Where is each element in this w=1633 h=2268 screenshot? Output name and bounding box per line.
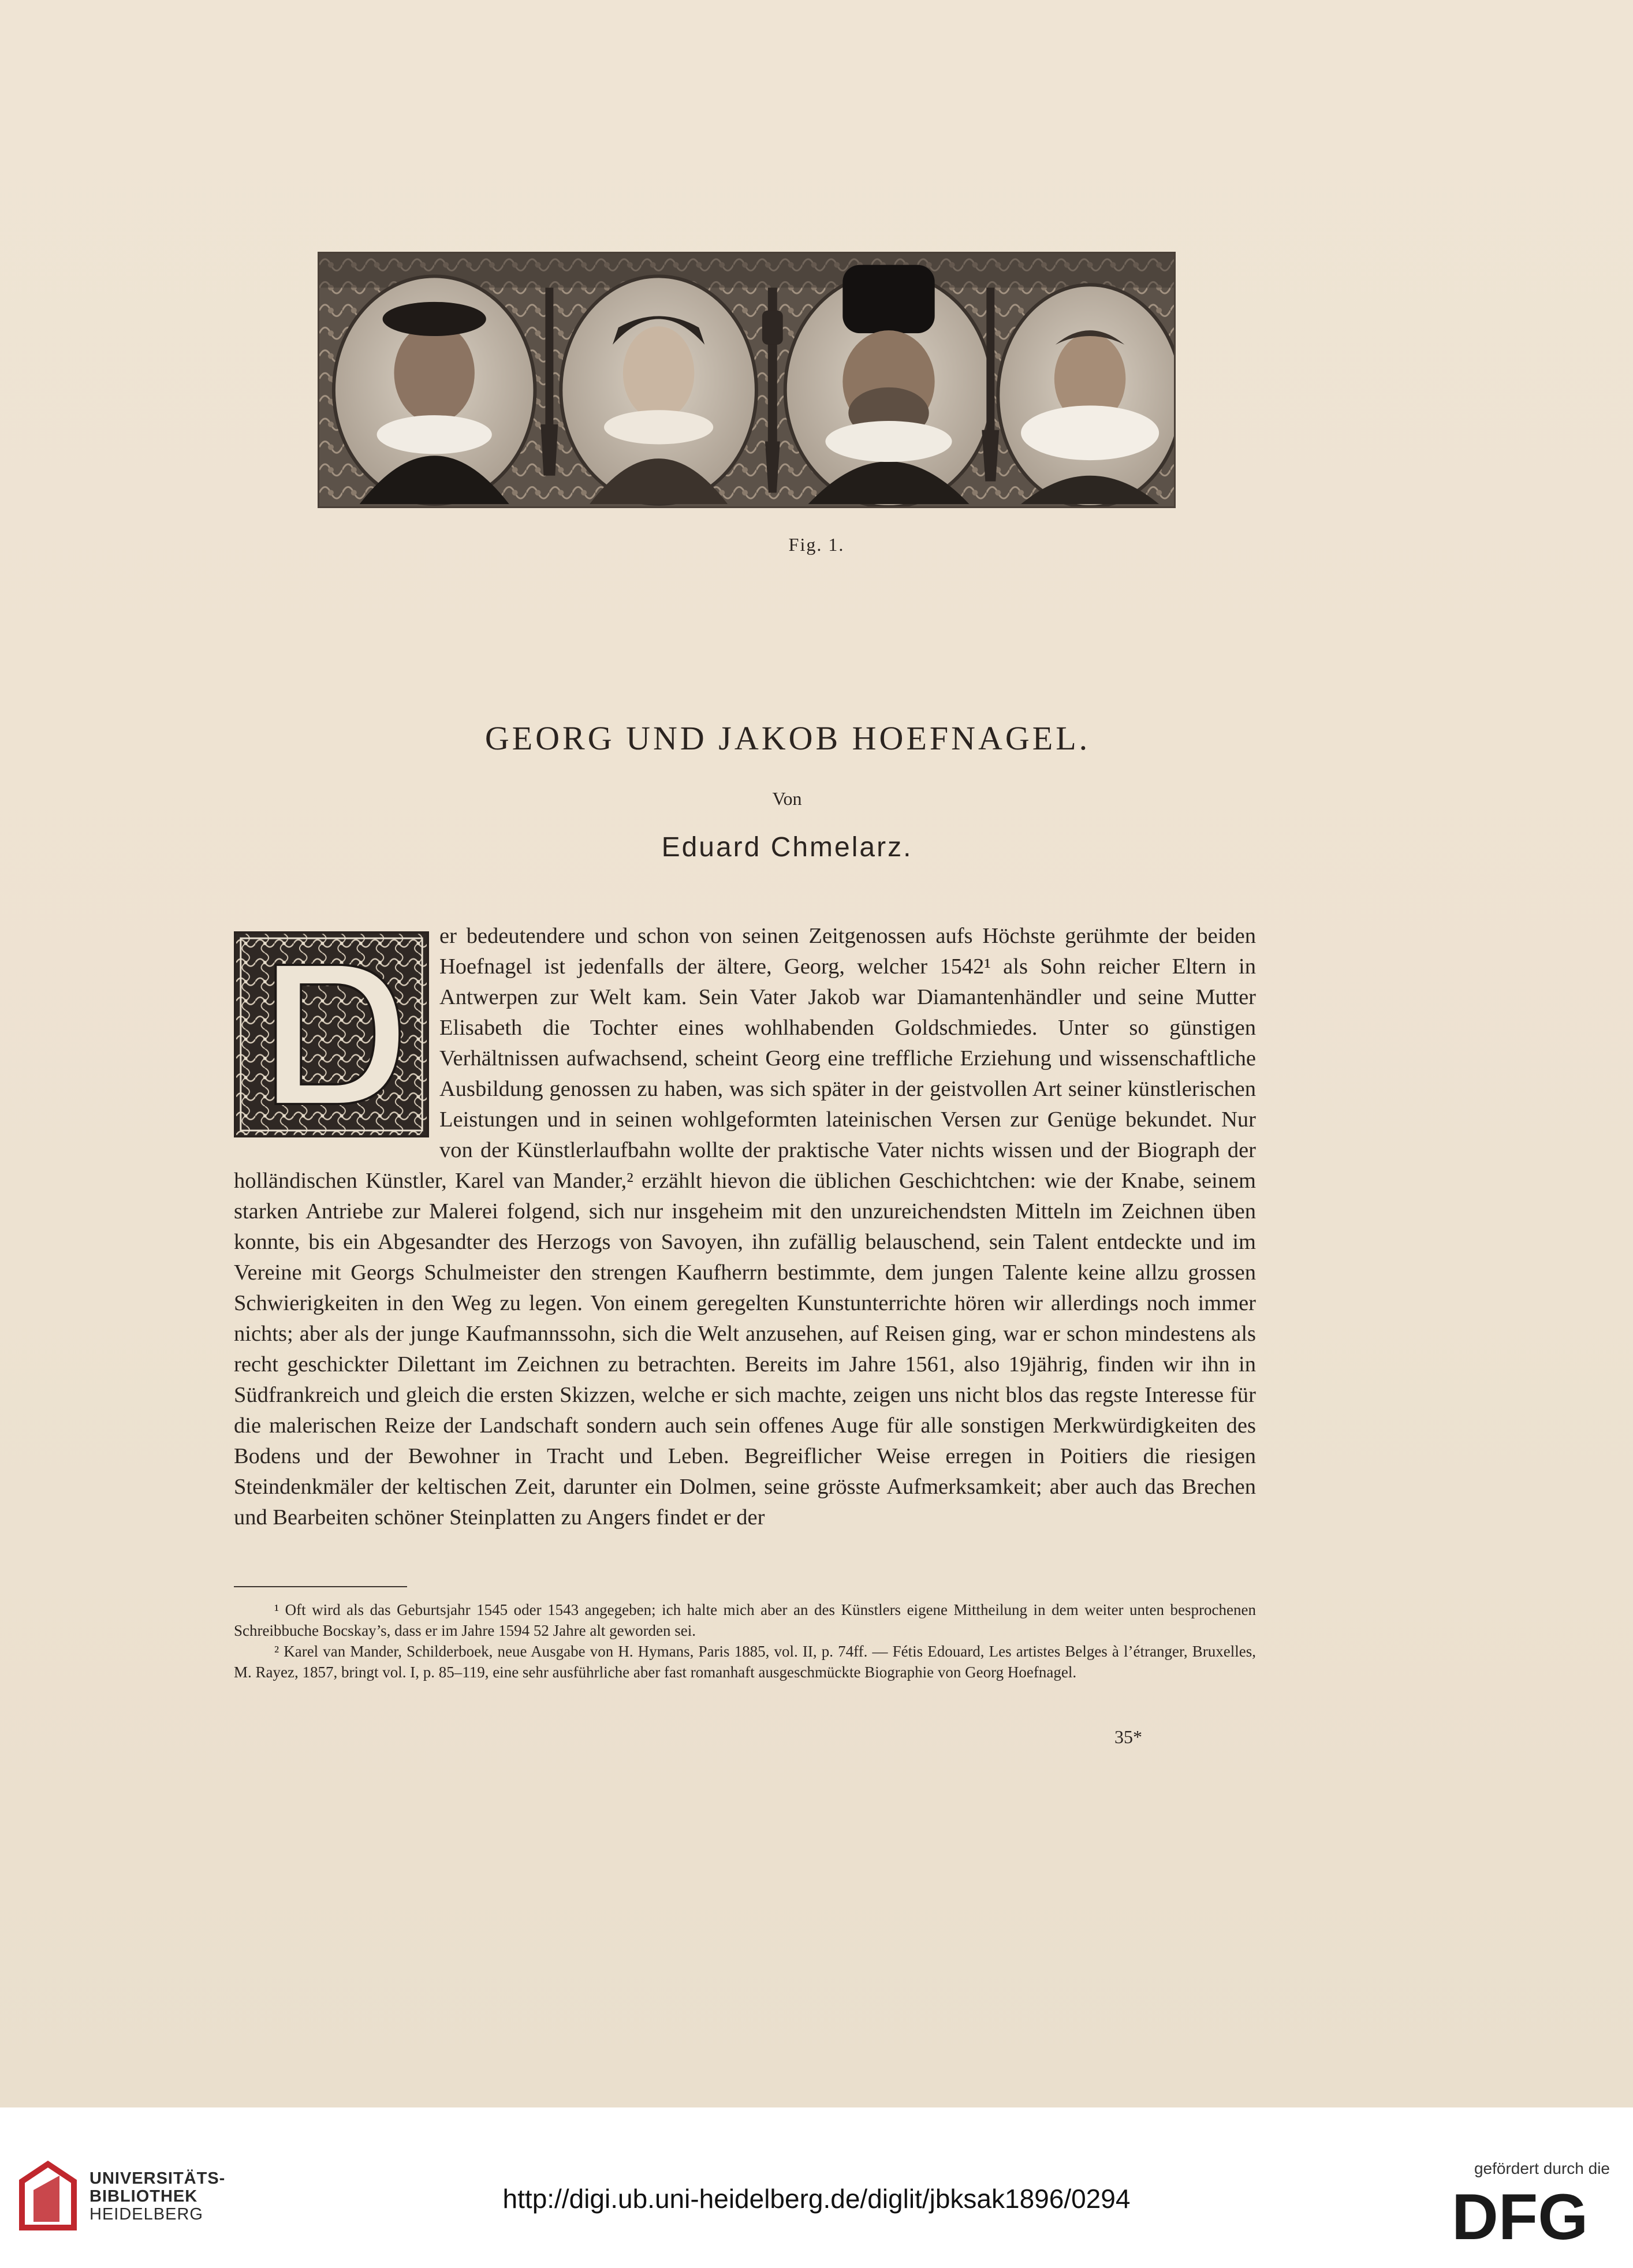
library-name-line-1: UNIVERSITÄTS- (90, 2169, 226, 2188)
library-name-line-2: BIBLIOTHEK (90, 2187, 198, 2206)
portrait-frieze-image (319, 253, 1174, 506)
footnote-2: ² Karel van Mander, Schilderboek, neue Ausgabe von H. Hymans, Paris 1885, vol. II, p. 74ff. — Fétis Edouard, Les artistes Belges à l’étranger, Bruxelles, M. Rayez, 1857, bringt vol. I, p. 85–119, eine sehr ausführliche aber fast romanhaft ausgeschmückte Biographie von Georg Hoefnagel. (234, 1643, 1256, 1681)
digitization-footer (0, 2107, 1633, 2268)
drop-cap-ornament (236, 934, 427, 1135)
byline-prefix: Von (772, 788, 802, 809)
permalink-url[interactable]: http://digi.ub.uni-heidelberg.de/diglit/jbksak1896/0294 (502, 2184, 1131, 2214)
body-paragraph: er bedeutendere und schon von seinen Zeitgenossen aufs Höchste gerühmte der beiden Hoefnagel ist jedenfalls der ältere, Georg, welcher 1542¹ als Sohn reicher Eltern in Antwerpen zur Welt kam. Sein Vater Jakob war Diamantenhändler und seine Mutter Elisabeth die Tochter eines wohlhabenden Goldschmiedes. Unter so günstigen Verhältnissen aufwachsend, scheint Georg eine treffliche Erziehung und wissenschaftliche Ausbildung genossen zu haben, was sich später in der geistvollen Art seiner künstlerischen Leistungen und in seinen wohlgeformten lateinischen Versen zur Genüge bekundet. Nur von der Künstlerlaufbahn wollte der praktische Vater nichts wissen und der Biograph der holländischen Künstler, Karel van Mander,² erzählt hievon die üblichen Geschichtchen: wie der Knabe, seinem starken Antriebe zur Malerei folgend, sich nur insgeheim mit den unzureichendsten Mitteln im Zeichnen üben konnte, bis ein Abgesandter des Herzogs von Savoyen, ihn zufällig belauschend, sein Talent entdeckte und im Vereine mit Georgs Schulmeister den strengen Kaufherrn bestimmte, dem jungen Talente keine allzu grossen Schwierigkeiten in den Weg zu legen. Von einem geregelten Kunstunterrichte hören wir allerdings noch immer nichts; aber als der junge Kaufmannssohn, sich die Welt anzusehen, auf Reisen ging, war er schon mindestens als recht geschickter Dilettant im Zeichnen zu betrachten. Bereits im Jahre 1561, also 19jährig, finden wir ihn in Südfrankreich und gleich die ersten Skizzen, welche er sich machte, zeigen uns nicht blos das regste Interesse für die malerischen Reize der Landschaft sondern auch sein offenes Auge für alle sonstigen Merkwürdigkeiten des Bodens und der Bewohner in Tracht und Leben. Begreiflicher Weise erregen in Poitiers die riesigen Steindenkmäler der keltischen Zeit, darunter ein Dolmen, seine grösste Aufmerksamkeit; aber auch das Brechen und Bearbeiten schöner Steinplatten zu Angers findet er der (234, 924, 1256, 1530)
figure-caption: Fig. 1. (788, 534, 845, 555)
dfg-logo-text: DFG (1452, 2188, 1589, 2244)
portrait-4 (998, 285, 1174, 506)
footnotes (234, 1599, 1256, 1683)
funded-by-label: gefördert durch die (1474, 2159, 1610, 2177)
author-name: Eduard Chmelarz. (661, 832, 913, 863)
footnote-1: ¹ Oft wird als das Geburtsjahr 1545 oder 1543 angegeben; ich halte mich aber an des Künstlers eigene Mittheilung in dem weiter unten besprochenen Schreibbuche Bocskay’s, dass er im Jahre 1594 52 Jahre alt geworden sei. (234, 1601, 1256, 1639)
portrait-1 (334, 276, 535, 504)
portrait-frieze-figure (318, 252, 1176, 508)
dfg-logo-icon[interactable] (1452, 2188, 1608, 2244)
page-number: 35* (1114, 1726, 1142, 1747)
article-title: GEORG UND JAKOB HOEFNAGEL. (484, 719, 1091, 757)
library-name-line-3: HEIDELBERG (90, 2205, 203, 2224)
footnote-divider (234, 1586, 407, 1587)
body-text (234, 921, 1256, 1533)
ornamental-drop-cap (234, 931, 429, 1137)
portrait-2 (561, 276, 756, 504)
